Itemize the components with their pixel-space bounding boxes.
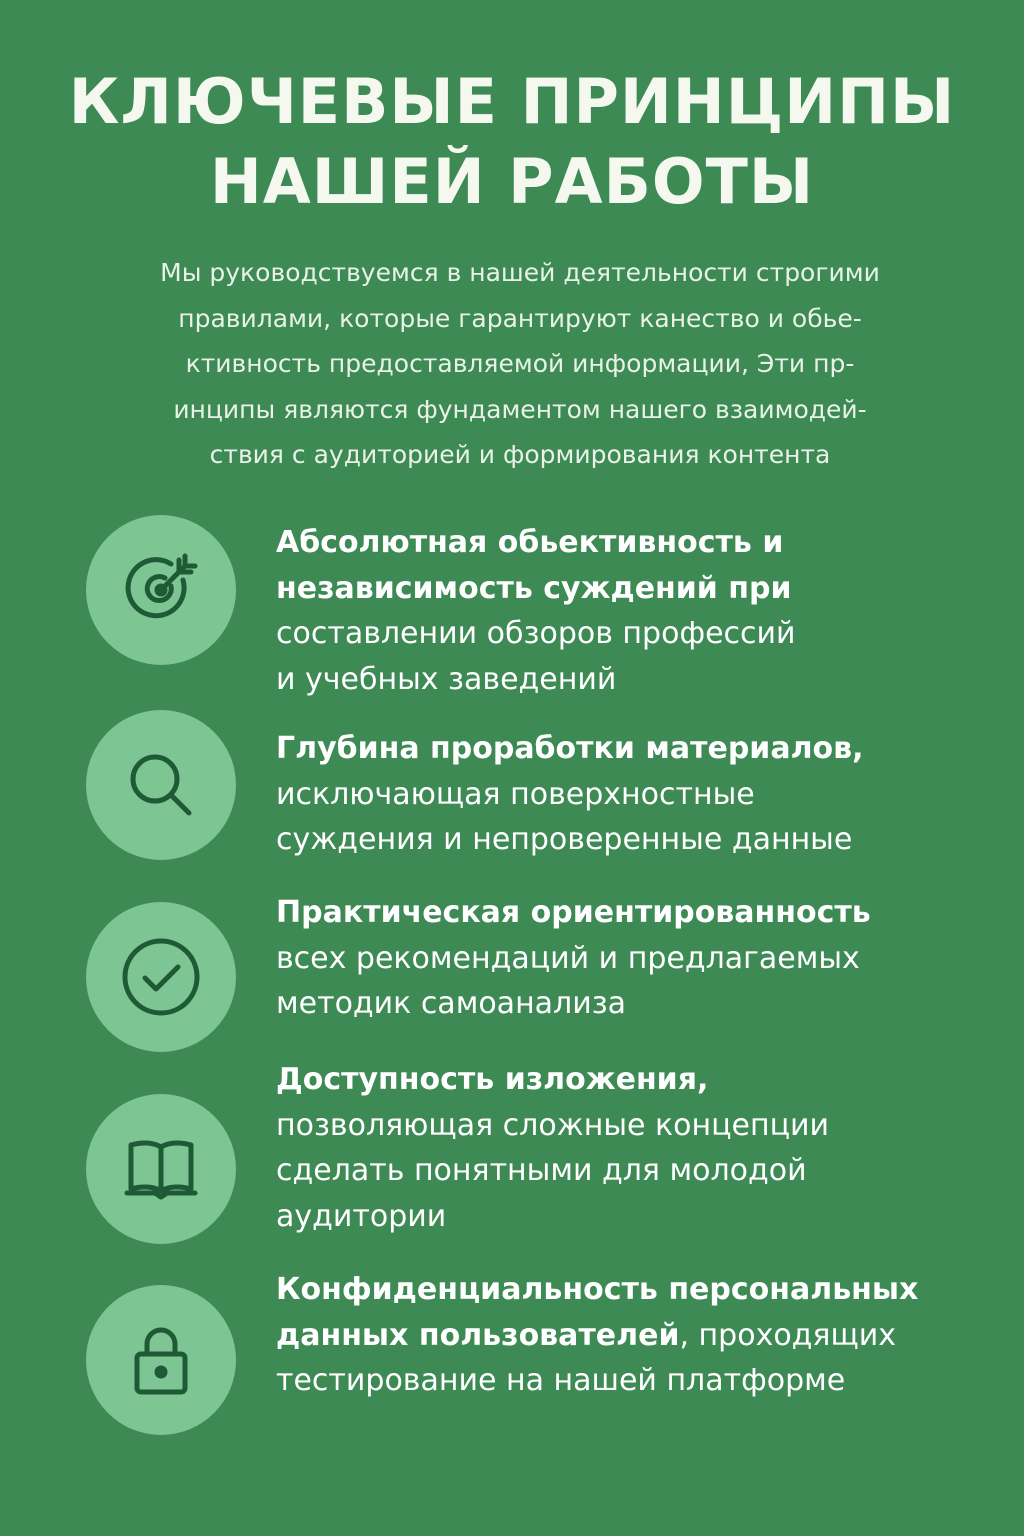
checkmark-icon <box>86 902 236 1052</box>
principle-text <box>276 1267 1016 1404</box>
principle-normal-text: тестирование на нашей платформе <box>276 1363 846 1398</box>
page-title <box>0 62 1024 222</box>
principle-normal-text: суждения и непроверенные данные <box>276 822 853 857</box>
principle-text <box>276 520 1016 702</box>
principle-text <box>276 890 1016 1027</box>
intro-line: правилами, которые гарантируют канество и обье- <box>178 303 862 333</box>
intro-line: Мы руководствуемся в нашей деятельности строгими <box>160 258 880 287</box>
principle-normal-text: сделать понятными для молодой <box>276 1153 807 1188</box>
page-title-line-1: КЛЮЧЕВЫЕ ПРИНЦИПЫ <box>68 65 956 138</box>
principle-bold-text: Абсолютная обьективность и <box>276 525 784 560</box>
principle-bold-text: Конфиденциальность персональных <box>276 1272 919 1307</box>
principle-text <box>276 1057 1016 1239</box>
principle-text <box>276 726 1016 863</box>
book-icon <box>86 1094 236 1244</box>
principle-normal-text: позволяющая сложные концепции <box>276 1107 829 1143</box>
target-icon <box>86 515 236 665</box>
principle-bold-text: Доступность изложения, <box>276 1062 709 1097</box>
intro-paragraph <box>90 250 950 478</box>
principle-bold-text: независимость суждений при <box>276 570 792 606</box>
page-title-line-2: НАШЕЙ РАБОТЫ <box>209 145 815 218</box>
principle-bold-text: Практическая ориентированность <box>276 895 871 930</box>
principle-normal-text: методик самоанализа <box>276 986 627 1021</box>
principle-normal-text: , проходящих <box>679 1317 896 1353</box>
intro-line: ствия с аудиторией и формирования контента <box>209 440 831 469</box>
principle-bold-text: Глубина проработки материалов, <box>276 731 864 766</box>
lock-icon <box>86 1285 236 1435</box>
principle-normal-text: исключающая поверхностные <box>276 776 755 812</box>
principle-bold-text: данных пользователей <box>276 1317 680 1353</box>
intro-line: ктивность предоставляемой информации, Эти пр- <box>185 349 855 378</box>
principle-normal-text: и учебных заведений <box>276 661 617 697</box>
principle-normal-text: составлении обзоров профессий <box>276 616 796 651</box>
intro-line: инципы являются фундаментом нашего взаимодей- <box>173 394 867 424</box>
magnifier-icon <box>86 710 236 860</box>
principle-normal-text: всех рекомендаций и предлагаемых <box>276 940 860 976</box>
principle-normal-text: аудитории <box>276 1198 447 1234</box>
